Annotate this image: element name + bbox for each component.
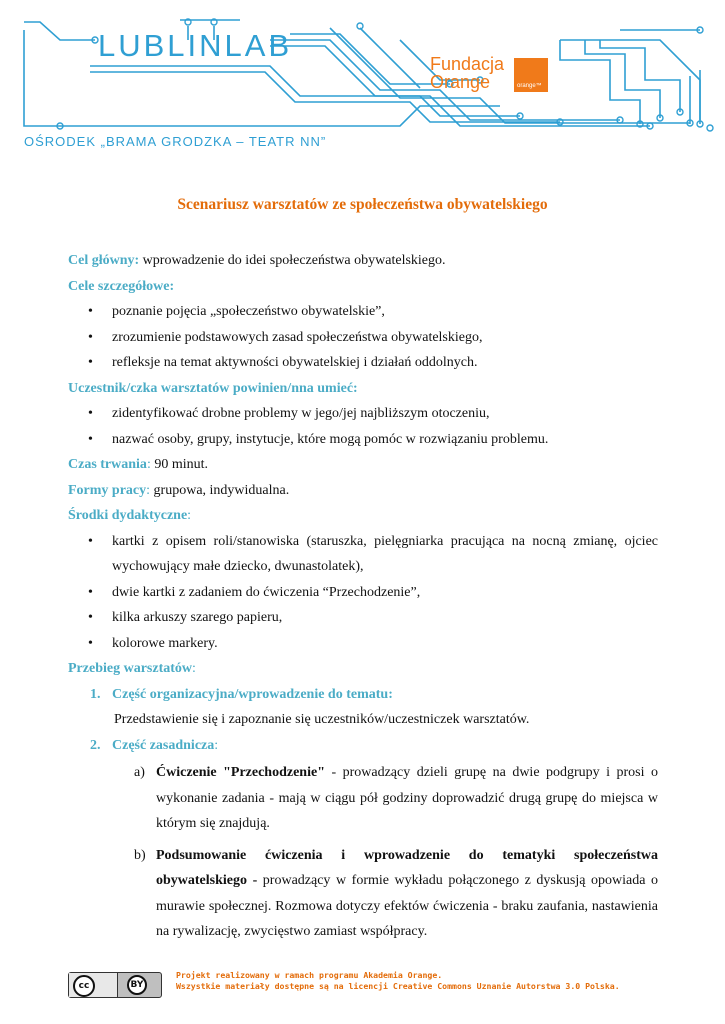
workshop-flow-sep: : — [192, 661, 196, 676]
page-header — [0, 0, 725, 160]
duration-text: 90 minut. — [150, 457, 208, 472]
main-goal-label: Cel główny: — [68, 253, 140, 268]
step-1-number: 1. — [90, 686, 101, 702]
cc-icon: cc — [73, 975, 95, 997]
list-item: • refleksje na temat aktywności obywatelskiej i działań oddolnych. — [68, 350, 658, 376]
step-2-title: Część zasadnicza — [112, 737, 215, 753]
specific-goals-list — [68, 299, 658, 376]
document-body — [68, 248, 658, 945]
attribution-icon: BY — [127, 975, 147, 995]
step-2-sep: : — [214, 737, 219, 753]
list-item: • nazwać osoby, grupy, instytucje, które mogą pomóc w rozwiązaniu problemu. — [68, 427, 658, 453]
workshop-flow-label: Przebieg warsztatów — [68, 661, 193, 676]
step-1-text: Przedstawienie się i zapoznanie się uczestników/uczestniczek warsztatów. — [114, 712, 530, 727]
list-item: • kolorowe markery. — [68, 631, 658, 657]
list-item: • dwie kartki z zadaniem do ćwiczenia “Przechodzenie”, — [68, 580, 658, 606]
teaching-aids-label: Środki dydaktyczne — [68, 508, 188, 523]
step-1-title: Część organizacyjna/wprowadzenie do tematu: — [112, 686, 393, 702]
step-2a — [68, 760, 658, 837]
main-goal — [68, 248, 658, 274]
creative-commons-badge — [68, 972, 162, 998]
step-2a-title: Ćwiczenie "Przechodzenie" — [156, 765, 325, 780]
footer-line-1: Projekt realizowany w ramach programu Akademia Orange. — [176, 970, 443, 980]
specific-goals-label: Cele szczegółowe: — [68, 278, 175, 294]
main-goal-text: wprowadzenie do idei społeczeństwa obywatelskiego. — [139, 253, 446, 268]
document-title: Scenariusz warsztatów ze społeczeństwa obywatelskiego — [177, 196, 548, 213]
fundacja-line2: Orange — [430, 72, 491, 92]
work-forms-text: grupowa, indywidualna. — [150, 482, 290, 498]
lublinlab-logo: LUBLINLAB — [98, 28, 293, 63]
duration — [68, 452, 658, 478]
list-item: • poznanie pojęcia „społeczeństwo obywatelskie”, — [68, 299, 658, 325]
list-item: • kartki z opisem roli/stanowiska (staruszka, pielęgniarka pracująca na nocną zmianę, ojciec wychowujący małe dziecko, dwunastolatek), — [68, 529, 658, 580]
teaching-aids-sep: : — [187, 508, 192, 523]
footer-text — [176, 970, 620, 992]
step-2b — [68, 843, 658, 945]
footer-line-2: Wszystkie materiały dostępne są na licencji Creative Commons Uznanie Autorstwa 3.0 Polska. — [176, 981, 620, 991]
step-2-number: 2. — [90, 737, 101, 753]
step-2 — [68, 733, 658, 759]
workshop-flow-heading — [68, 656, 658, 682]
teaching-aids-heading — [68, 503, 658, 529]
specific-goals-heading — [68, 274, 658, 300]
duration-label: Czas trwania — [68, 457, 147, 472]
step-2b-title: Podsumowanie ćwiczenia i wprowadzenie do tematyki społeczeństwa obywatelskiego - — [156, 847, 658, 888]
fundacja-orange-logo — [430, 55, 504, 91]
work-forms — [68, 478, 658, 504]
skills-label: Uczestnik/czka warsztatów powinien/nna umieć: — [68, 380, 358, 396]
list-item: • kilka arkuszy szarego papieru, — [68, 605, 658, 631]
step-1 — [68, 682, 658, 708]
teaching-aids-list — [68, 529, 658, 657]
orange-brand-box — [514, 58, 548, 92]
cc-left — [69, 973, 118, 997]
list-item: • zidentyfikować drobne problemy w jego/jej najbliższym otoczeniu, — [68, 401, 658, 427]
page-footer — [68, 970, 668, 1000]
skills-list — [68, 401, 658, 452]
work-forms-label: Formy pracy — [68, 482, 147, 498]
step-2b-letter: b) — [134, 847, 146, 863]
step-2a-text: - prowadzący dzieli grupę na dwie podgrupy i prosi o wykonanie zadania - mają w ciągu pół godziny doprowadzić drugą grupę do miejsca w którym się znajdują. — [156, 765, 658, 831]
skills-heading — [68, 376, 658, 402]
list-item: • zrozumienie podstawowych zasad społeczeństwa obywatelskiego, — [68, 325, 658, 351]
step-2a-letter: a) — [134, 765, 145, 780]
header-subtitle: OŚRODEK „BRAMA GRODZKA – TEATR NN” — [24, 134, 327, 149]
orange-brand-label: orange™ — [517, 83, 542, 89]
step-2b-text: prowadzący w formie wykładu połączonego z dyskusją opowiada o murawie społecznej. Rozmowa dotyczy efektów ćwiczenia - braku zaufania, nastawienia na rywalizację, zwycięstwo zamiast współpracy. — [156, 873, 658, 939]
work-forms-sep: : — [146, 482, 151, 498]
fundacja-line1: Fundacja — [430, 54, 505, 74]
duration-sep: : — [146, 457, 151, 472]
